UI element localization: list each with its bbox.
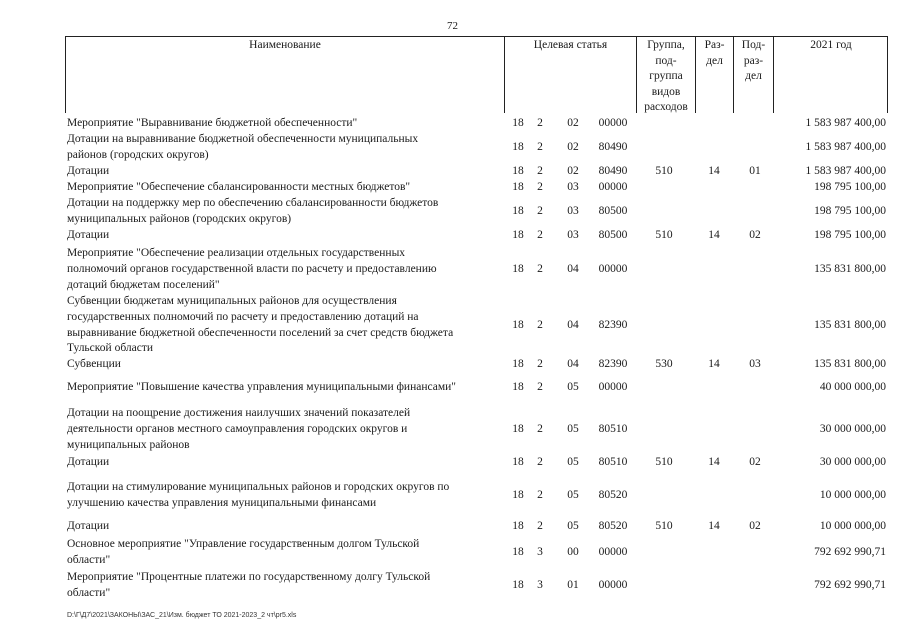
row-razd: 14 xyxy=(708,229,720,241)
row-t3: 00 xyxy=(567,545,579,558)
header-group-line: под- xyxy=(655,54,677,67)
row-t1: 18 xyxy=(512,165,524,177)
row-t4: 82390 xyxy=(598,358,628,370)
row-razd: 14 xyxy=(708,358,720,370)
row-t2: 2 xyxy=(537,456,543,468)
row-t4: 80500 xyxy=(598,204,628,217)
row-name xyxy=(67,519,499,535)
row-name xyxy=(67,180,499,196)
row-t2: 2 xyxy=(537,140,543,153)
header-podrazdel-line: дел xyxy=(745,70,762,82)
row-t3: 05 xyxy=(567,381,579,393)
row-name-line: Дотации на стимулирование муниципальных районов и городских округов по xyxy=(67,481,450,493)
header-group-line: Группа, xyxy=(647,39,685,51)
row-name-line: улучшению качества управления муниципальными финансами xyxy=(67,496,377,509)
footer-path: D:\Г\Д7\2021\ЗАКОНЫ\ЗАС_21\Изм. бюджет ТО 2021-2023_2 чт\pr5.xls xyxy=(67,612,297,619)
header-year: 2021 год xyxy=(810,39,852,51)
row-name-line: Мероприятие "Выравнивание бюджетной обеспеченности" xyxy=(67,117,358,129)
row-t1: 18 xyxy=(512,181,524,193)
row-name xyxy=(67,164,499,180)
row-name xyxy=(67,455,499,471)
header-podrazdel xyxy=(734,38,773,85)
row-name-line: Дотации xyxy=(67,520,110,532)
row-name xyxy=(67,196,499,228)
header-group-line: расходов xyxy=(644,101,688,113)
row-razd: 14 xyxy=(708,456,720,468)
row-sum: 792 692 990,71 xyxy=(814,545,886,558)
row-name-line: Мероприятие "Обеспечение сбалансированности местных бюджетов" xyxy=(67,181,411,193)
row-t4: 00000 xyxy=(598,578,628,591)
row-sum: 1 583 987 400,00 xyxy=(805,165,886,177)
row-sum: 198 795 100,00 xyxy=(814,204,886,217)
row-t1: 18 xyxy=(512,381,524,393)
table-row xyxy=(0,116,905,132)
row-name-line: Субвенции бюджетам муниципальных районов для осуществления xyxy=(67,295,397,307)
row-sum: 1 583 987 400,00 xyxy=(805,117,886,129)
row-grp: 510 xyxy=(655,520,673,532)
row-name-line: Основное мероприятие "Управление государственным долгом Тульской xyxy=(67,538,420,550)
row-sum: 135 831 800,00 xyxy=(814,262,886,275)
row-name-line: Дотации xyxy=(67,165,110,177)
header-group xyxy=(637,38,695,116)
row-t2: 2 xyxy=(537,165,543,177)
table-row xyxy=(0,164,905,180)
row-name-line: дотаций бюджетам поселений" xyxy=(67,278,220,291)
header-razdel xyxy=(696,38,733,69)
row-t1: 18 xyxy=(512,578,524,591)
row-t2: 2 xyxy=(537,229,543,241)
row-pod: 02 xyxy=(749,456,761,468)
row-t4: 82390 xyxy=(598,318,628,331)
row-grp: 530 xyxy=(655,358,673,370)
row-name xyxy=(67,132,499,164)
row-sum: 10 000 000,00 xyxy=(819,488,886,501)
table-row xyxy=(0,228,905,244)
row-t2: 2 xyxy=(537,381,543,393)
row-grp: 510 xyxy=(655,165,673,177)
row-name-line: Дотации xyxy=(67,456,110,468)
row-t2: 2 xyxy=(537,117,543,129)
row-name xyxy=(67,246,499,293)
table-row xyxy=(0,570,905,602)
row-name xyxy=(67,537,499,569)
table-row xyxy=(0,246,905,293)
row-name-line: полномочий органов государственной власти по расчету и предоставлению xyxy=(67,262,437,275)
row-t1: 18 xyxy=(512,229,524,241)
page-number: 72 xyxy=(447,20,458,32)
row-name xyxy=(67,228,499,244)
row-name-line: муниципальных районов (городских округов) xyxy=(67,212,292,225)
row-t4: 80520 xyxy=(598,520,628,532)
row-t1: 18 xyxy=(512,545,524,558)
table-row xyxy=(0,480,905,512)
row-pod: 01 xyxy=(749,165,761,177)
row-t2: 2 xyxy=(537,520,543,532)
row-name xyxy=(67,380,499,396)
row-name-line: Дотации на выравнивание бюджетной обеспеченности муниципальных xyxy=(67,133,419,145)
row-name-line: Дотации на поддержку мер по обеспечению сбалансированности бюджетов xyxy=(67,197,439,209)
header-target: Целевая статья xyxy=(533,39,608,51)
row-pod: 02 xyxy=(749,520,761,532)
row-t3: 04 xyxy=(567,318,579,331)
table-row xyxy=(0,180,905,196)
row-name xyxy=(67,570,499,602)
row-sum: 1 583 987 400,00 xyxy=(805,140,886,153)
row-t2: 2 xyxy=(537,181,543,193)
row-name-line: области" xyxy=(67,553,111,566)
row-t4: 80490 xyxy=(598,165,628,177)
row-sum: 792 692 990,71 xyxy=(814,578,886,591)
row-name xyxy=(67,406,499,453)
row-name xyxy=(67,116,499,132)
row-t3: 05 xyxy=(567,422,579,435)
row-t2: 2 xyxy=(537,422,543,435)
row-t1: 18 xyxy=(512,358,524,370)
row-t3: 02 xyxy=(567,165,579,177)
row-t3: 04 xyxy=(567,358,579,370)
row-t3: 03 xyxy=(567,181,579,193)
row-t2: 2 xyxy=(537,262,543,275)
row-t3: 01 xyxy=(567,578,579,591)
row-sum: 10 000 000,00 xyxy=(819,520,886,532)
table-row xyxy=(0,406,905,453)
header-razdel-line: Раз- xyxy=(704,39,725,51)
row-name-line: Мероприятие "Процентные платежи по государственному долгу Тульской xyxy=(67,571,431,583)
row-t4: 00000 xyxy=(598,117,628,129)
header-group-line: видов xyxy=(651,85,681,98)
table-row xyxy=(0,196,905,228)
row-name xyxy=(67,480,499,512)
row-t1: 18 xyxy=(512,456,524,468)
header-razdel-line: дел xyxy=(706,54,723,67)
row-sum: 198 795 100,00 xyxy=(814,181,886,193)
row-t4: 80510 xyxy=(598,456,628,468)
row-t1: 18 xyxy=(512,262,524,275)
row-t2: 2 xyxy=(537,204,543,217)
row-t3: 05 xyxy=(567,520,579,532)
table-row xyxy=(0,357,905,373)
row-t3: 05 xyxy=(567,488,579,501)
row-name-line: деятельности органов местного самоуправления городских округов и xyxy=(67,422,408,435)
row-t1: 18 xyxy=(512,488,524,501)
row-name-line: Тульской области xyxy=(67,342,154,355)
table-row xyxy=(0,455,905,471)
row-name-line: области" xyxy=(67,586,111,599)
row-t3: 02 xyxy=(567,140,579,153)
row-t1: 18 xyxy=(512,204,524,217)
header-podrazdel-line: Под- xyxy=(741,39,766,51)
row-t3: 05 xyxy=(567,456,579,468)
row-name xyxy=(67,357,499,373)
row-name-line: выравнивание бюджетной обеспеченности поселений за счет средств бюджета xyxy=(67,326,454,339)
row-name xyxy=(67,294,499,357)
header-name: Наименование xyxy=(249,39,321,51)
table-row xyxy=(0,519,905,535)
row-sum: 30 000 000,00 xyxy=(819,422,886,435)
row-t2: 3 xyxy=(537,545,543,558)
row-pod: 02 xyxy=(749,229,761,241)
row-name-line: Дотации на поощрение достижения наилучших значений показателей xyxy=(67,407,411,419)
row-t4: 80510 xyxy=(598,422,628,435)
table-row xyxy=(0,537,905,569)
row-t4: 00000 xyxy=(598,181,628,193)
row-name-line: Дотации xyxy=(67,229,110,241)
row-t4: 00000 xyxy=(598,262,628,275)
row-sum: 135 831 800,00 xyxy=(814,358,886,370)
row-t4: 00000 xyxy=(598,545,628,558)
row-t1: 18 xyxy=(512,520,524,532)
row-t2: 2 xyxy=(537,358,543,370)
row-t1: 18 xyxy=(512,140,524,153)
row-name-line: муниципальных районов xyxy=(67,438,190,451)
row-name-line: государственных полномочий по расчету и предоставлению дотаций на xyxy=(67,310,419,323)
row-name-line: Мероприятие "Обеспечение реализации отдельных государственных xyxy=(67,247,406,259)
row-t2: 2 xyxy=(537,488,543,501)
row-name-line: районов (городских округов) xyxy=(67,148,209,161)
row-name-line: Субвенции xyxy=(67,358,121,370)
row-t4: 80500 xyxy=(598,229,628,241)
row-t4: 00000 xyxy=(598,381,628,393)
row-sum: 40 000 000,00 xyxy=(819,381,886,393)
row-t3: 03 xyxy=(567,204,579,217)
row-grp: 510 xyxy=(655,456,673,468)
row-t1: 18 xyxy=(512,318,524,331)
header-podrazdel-line: раз- xyxy=(743,54,764,67)
row-t4: 80520 xyxy=(598,488,628,501)
row-razd: 14 xyxy=(708,165,720,177)
row-t1: 18 xyxy=(512,117,524,129)
table-row xyxy=(0,132,905,164)
row-razd: 14 xyxy=(708,520,720,532)
row-t2: 3 xyxy=(537,578,543,591)
row-pod: 03 xyxy=(749,358,761,370)
row-sum: 135 831 800,00 xyxy=(814,318,886,331)
row-t3: 03 xyxy=(567,229,579,241)
row-t1: 18 xyxy=(512,422,524,435)
table-row xyxy=(0,294,905,357)
row-sum: 198 795 100,00 xyxy=(814,229,886,241)
row-sum: 30 000 000,00 xyxy=(819,456,886,468)
row-t3: 02 xyxy=(567,117,579,129)
row-name-line: Мероприятие "Повышение качества управления муниципальными финансами" xyxy=(67,381,456,393)
row-t3: 04 xyxy=(567,262,579,275)
table-row xyxy=(0,380,905,396)
header-group-line: группа xyxy=(649,70,683,82)
row-grp: 510 xyxy=(655,229,673,241)
row-t4: 80490 xyxy=(598,140,628,153)
row-t2: 2 xyxy=(537,318,543,331)
